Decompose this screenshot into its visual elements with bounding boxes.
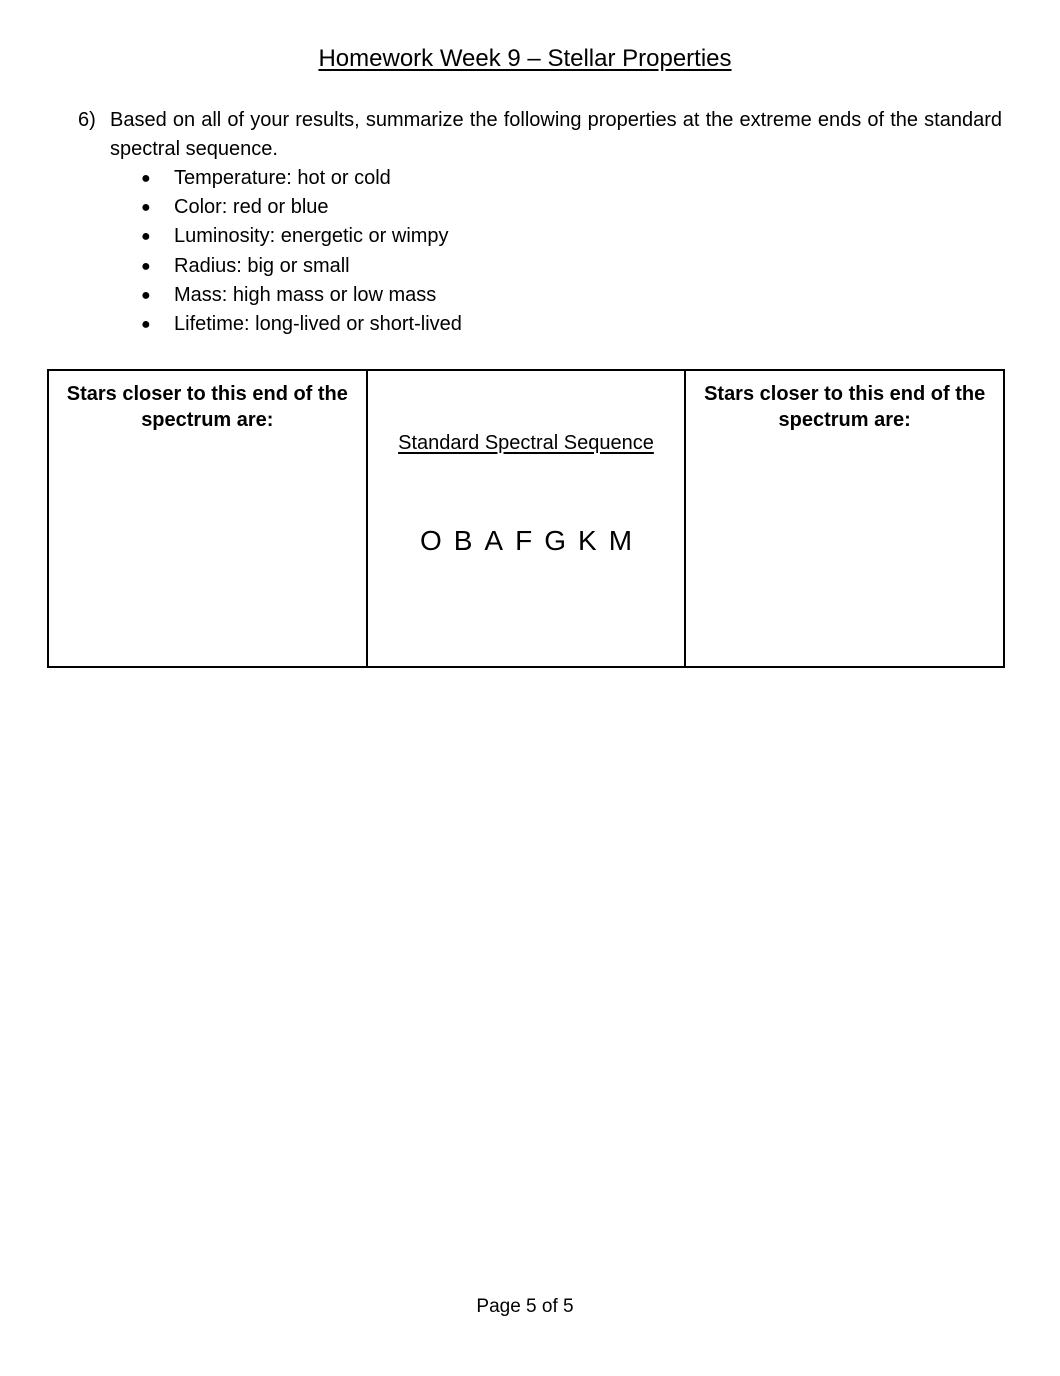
right-end-cell[interactable]	[685, 370, 1004, 667]
bullet-icon: ●	[141, 170, 151, 187]
spectral-summary-table	[47, 369, 1005, 668]
spectral-class-o: O	[419, 525, 442, 556]
list-item	[141, 193, 1002, 222]
bullet-icon: ●	[141, 286, 151, 304]
list-item	[141, 310, 1002, 339]
question-number: 6)	[78, 109, 96, 131]
spectral-class-g: G	[544, 525, 566, 556]
bullet-icon: ●	[141, 316, 151, 334]
list-item	[141, 281, 1002, 310]
sequence-heading: Standard Spectral Sequence	[398, 432, 654, 454]
spectral-class-letters	[368, 525, 685, 557]
list-item	[141, 252, 1002, 281]
list-item	[141, 164, 1002, 193]
table-row	[48, 370, 1004, 667]
spectral-class-m: M	[608, 525, 633, 556]
sequence-cell	[367, 370, 686, 667]
left-end-cell[interactable]	[48, 370, 367, 667]
bullet-icon: ●	[141, 199, 151, 217]
bullet-icon: ●	[141, 257, 151, 275]
left-end-header: Stars closer to this end of the spectrum are:	[66, 383, 348, 431]
spectral-class-b: B	[453, 525, 473, 556]
property-text: Luminosity: energetic or wimpy	[174, 225, 449, 248]
bullet-icon: ●	[141, 228, 151, 246]
question-text: Based on all of your results, summarize the following properties at the extreme ends of the standard spectral sequence.	[110, 109, 1002, 160]
question-row	[78, 106, 1002, 164]
spectral-class-k: K	[578, 525, 597, 556]
question-block	[78, 106, 1002, 339]
property-text: Mass: high mass or low mass	[174, 283, 437, 306]
property-text: Color: red or blue	[174, 196, 329, 219]
property-text: Radius: big or small	[174, 254, 350, 277]
spectral-class-f: F	[515, 525, 533, 556]
page-number: Page 5 of 5	[476, 1296, 574, 1317]
property-list	[78, 164, 1002, 339]
spectral-class-a: A	[484, 525, 504, 556]
page-title: Homework Week 9 – Stellar Properties	[318, 45, 732, 72]
property-text: Lifetime: long-lived or short-lived	[174, 313, 462, 336]
right-end-header: Stars closer to this end of the spectrum are:	[704, 383, 986, 431]
property-text: Temperature: hot or cold	[174, 167, 391, 189]
list-item	[141, 222, 1002, 251]
